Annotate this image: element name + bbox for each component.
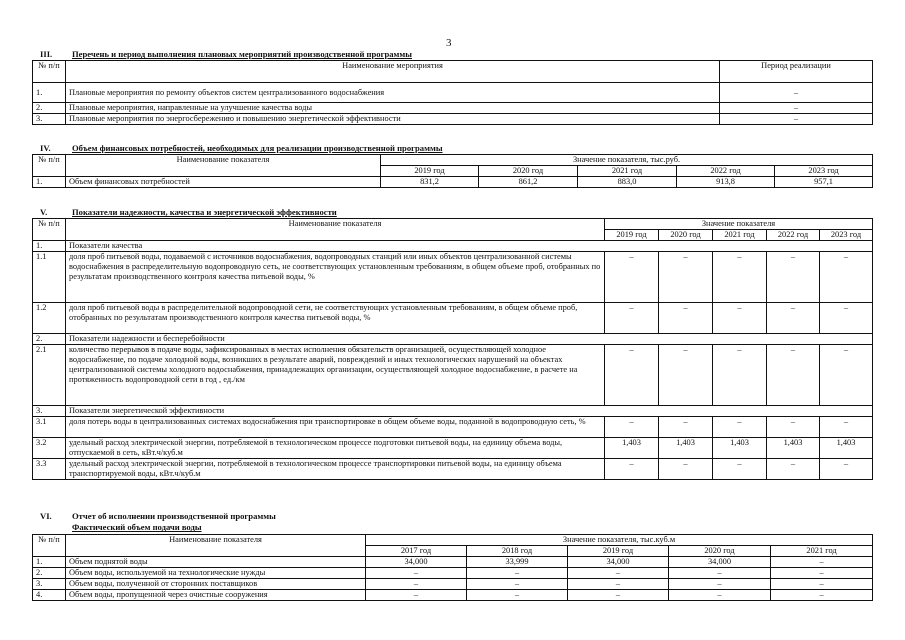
- table-row: [33, 114, 873, 125]
- table-row: [33, 579, 873, 590]
- table-row: [33, 83, 873, 103]
- value-cell: –: [713, 252, 767, 303]
- value-cell: 913,8: [677, 177, 775, 188]
- value-cell: –: [605, 345, 659, 406]
- value-cell: –: [771, 568, 873, 579]
- row-name: Объем воды, полученной от сторонних поставщиков: [66, 579, 366, 590]
- table-row: [33, 103, 873, 114]
- year-header: 2018 год: [467, 546, 568, 557]
- value-cell: –: [568, 579, 669, 590]
- value-cell: –: [771, 579, 873, 590]
- table-row: [33, 557, 873, 568]
- row-name: Объем поднятой воды: [66, 557, 366, 568]
- group-row: [33, 241, 873, 252]
- value-cell: –: [605, 252, 659, 303]
- row-no: 1.1: [33, 252, 66, 303]
- value-cell: –: [605, 303, 659, 334]
- value-cell: –: [767, 252, 820, 303]
- year-header: 2019 год: [605, 230, 659, 241]
- row-name: доля проб питьевой воды, подаваемой с источников водоснабжения, водопроводных станций или иных объектов централизованной системы водоснабжения в распределительную водопроводную сеть, не соответствующих установленным требованиям, в общем объеме проб, отобранных по результатам производственного контроля качества питьевой воды, %: [66, 252, 605, 303]
- planned-measures-table: [32, 60, 873, 125]
- table-row: [33, 568, 873, 579]
- table-row: [33, 345, 873, 406]
- row-name: Объем воды, пропущенной через очистные сооружения: [66, 590, 366, 601]
- value-cell: –: [771, 590, 873, 601]
- value-cell: –: [713, 417, 767, 438]
- value-cell: –: [605, 417, 659, 438]
- col-header-measure: Наименование мероприятия: [66, 61, 720, 83]
- value-cell: 957,1: [775, 177, 873, 188]
- value-cell: –: [767, 459, 820, 480]
- value-cell: –: [713, 345, 767, 406]
- financial-needs-table: [32, 154, 873, 188]
- value-cell: –: [366, 590, 467, 601]
- col-header-indicator: Наименование показателя: [66, 535, 366, 557]
- value-cell: 34,000: [568, 557, 669, 568]
- section-5-number: V.: [40, 207, 48, 217]
- row-period: –: [720, 83, 873, 103]
- section-6-subtitle: [72, 522, 202, 532]
- row-no: 3.1: [33, 417, 66, 438]
- table-row: [33, 590, 873, 601]
- col-header-period: Период реализации: [720, 61, 873, 83]
- row-no: 2.: [33, 334, 66, 345]
- value-cell: –: [568, 568, 669, 579]
- col-header-indicator: Наименование показателя: [66, 219, 605, 241]
- value-cell: –: [767, 417, 820, 438]
- section-6-subtitle-text: Фактический объем подачи воды: [72, 522, 202, 532]
- water-supply-report-table: [32, 534, 873, 601]
- row-no: 1.: [33, 83, 66, 103]
- value-cell: 861,2: [479, 177, 578, 188]
- col-header-indicator: Наименование показателя: [66, 155, 381, 177]
- section-5-title: Показатели надежности, качества и энергетической эффективности: [72, 207, 337, 217]
- value-cell: 1,403: [713, 438, 767, 459]
- col-header-no: № п/п: [33, 155, 66, 177]
- row-no: 2.: [33, 103, 66, 114]
- value-cell: –: [659, 345, 713, 406]
- row-no: 1.: [33, 177, 66, 188]
- year-header: 2021 год: [578, 166, 677, 177]
- row-name: количество перерывов в подаче воды, зафиксированных в местах исполнения обязательств организацией, осуществляющей холодное водоснабжение, по подаче холодной воды, возникших в результате аварий, повреждений и иных технологических нарушений на объектах централизованной системы холодного водоснабжения, принадлежащих организации, осуществляющей холодное водоснабжение, в расчете на протяженность водопроводной сети в год , ед./км: [66, 345, 605, 406]
- row-no: 1.2: [33, 303, 66, 334]
- row-name: Плановые мероприятия, направленные на улучшение качества воды: [66, 103, 720, 114]
- section-3-heading: [40, 49, 412, 59]
- section-4-heading: [40, 143, 443, 153]
- value-cell: –: [820, 252, 873, 303]
- value-cell: –: [820, 303, 873, 334]
- value-cell: –: [467, 579, 568, 590]
- row-no: 4.: [33, 590, 66, 601]
- group-title: Показатели надежности и бесперебойности: [66, 334, 873, 345]
- col-header-no: № п/п: [33, 61, 66, 83]
- section-3-number: III.: [40, 49, 53, 59]
- row-no: 2.1: [33, 345, 66, 406]
- row-no: 3.: [33, 579, 66, 590]
- row-name: Плановые мероприятия по энергосбережению и повышению энергетической эффективности: [66, 114, 720, 125]
- value-cell: 1,403: [767, 438, 820, 459]
- year-header: 2020 год: [659, 230, 713, 241]
- col-header-value: Значение показателя, тыс.руб.: [381, 155, 873, 166]
- row-name: удельный расход электрической энергии, потребляемой в технологическом процессе подготовки питьевой воды, на единицу объема воды, отпускаемой в сеть, кВт.ч/куб.м: [66, 438, 605, 459]
- row-no: 3.2: [33, 438, 66, 459]
- col-header-no: № п/п: [33, 219, 66, 241]
- year-header: 2021 год: [771, 546, 873, 557]
- year-header: 2023 год: [775, 166, 873, 177]
- table-row: [33, 438, 873, 459]
- value-cell: –: [659, 459, 713, 480]
- row-no: 2.: [33, 568, 66, 579]
- value-cell: 34,000: [669, 557, 771, 568]
- value-cell: –: [605, 459, 659, 480]
- section-6-heading: [40, 511, 276, 521]
- value-cell: –: [669, 579, 771, 590]
- value-cell: –: [669, 590, 771, 601]
- row-no: 1.: [33, 241, 66, 252]
- year-header: 2022 год: [767, 230, 820, 241]
- col-header-value: Значение показателя: [605, 219, 873, 230]
- section-6-number: VI.: [40, 511, 52, 521]
- value-cell: –: [366, 579, 467, 590]
- year-header: 2019 год: [381, 166, 479, 177]
- row-name: Объем финансовых потребностей: [66, 177, 381, 188]
- table-row: [33, 252, 873, 303]
- table-row: [33, 303, 873, 334]
- table-row: [33, 459, 873, 480]
- value-cell: –: [820, 459, 873, 480]
- row-period: –: [720, 114, 873, 125]
- year-header: 2021 год: [713, 230, 767, 241]
- value-cell: –: [767, 303, 820, 334]
- year-header: 2019 год: [568, 546, 669, 557]
- value-cell: 883,0: [578, 177, 677, 188]
- year-header: 2020 год: [479, 166, 578, 177]
- col-header-no: № п/п: [33, 535, 66, 557]
- row-no: 3.: [33, 114, 66, 125]
- row-name: Плановые мероприятия по ремонту объектов систем централизованного водоснабжения: [66, 83, 720, 103]
- group-title: Показатели энергетической эффективности: [66, 406, 873, 417]
- row-no: 3.3: [33, 459, 66, 480]
- value-cell: –: [713, 459, 767, 480]
- value-cell: –: [767, 345, 820, 406]
- table-row: [33, 417, 873, 438]
- page-number: 3: [446, 37, 452, 49]
- col-header-value: Значение показателя, тыс.куб.м: [366, 535, 873, 546]
- year-header: 2017 год: [366, 546, 467, 557]
- section-4-number: IV.: [40, 143, 51, 153]
- value-cell: –: [467, 590, 568, 601]
- value-cell: 1,403: [605, 438, 659, 459]
- value-cell: –: [820, 345, 873, 406]
- value-cell: 33,999: [467, 557, 568, 568]
- group-row: [33, 406, 873, 417]
- section-4-title: Объем финансовых потребностей, необходимых для реализации производственной программы: [72, 143, 443, 153]
- row-no: 1.: [33, 557, 66, 568]
- group-row: [33, 334, 873, 345]
- value-cell: 831,2: [381, 177, 479, 188]
- table-row: [33, 177, 873, 188]
- year-header: 2022 год: [677, 166, 775, 177]
- year-header: 2020 год: [669, 546, 771, 557]
- row-name: Объем воды, используемой на технологические нужды: [66, 568, 366, 579]
- year-header: 2023 год: [820, 230, 873, 241]
- row-name: доля проб питьевой воды в распределительной водопроводной сети, не соответствующих установленным требованиям, в общем объеме проб, отобранных по результатам производственного контроля качества питьевой воды, %: [66, 303, 605, 334]
- section-5-heading: [40, 207, 337, 217]
- group-title: Показатели качества: [66, 241, 873, 252]
- row-no: 3.: [33, 406, 66, 417]
- value-cell: –: [820, 417, 873, 438]
- value-cell: –: [568, 590, 669, 601]
- value-cell: 34,000: [366, 557, 467, 568]
- value-cell: –: [771, 557, 873, 568]
- value-cell: 1,403: [820, 438, 873, 459]
- reliability-indicators-table: [32, 218, 873, 480]
- row-period: –: [720, 103, 873, 114]
- value-cell: 1,403: [659, 438, 713, 459]
- value-cell: –: [669, 568, 771, 579]
- section-3-title: Перечень и период выполнения плановых мероприятий производственной программы: [72, 49, 412, 59]
- value-cell: –: [366, 568, 467, 579]
- value-cell: –: [659, 303, 713, 334]
- value-cell: –: [467, 568, 568, 579]
- row-name: доля потерь воды в централизованных системах водоснабжения при транспортировке в общем объеме воды, поданной в водопроводную сеть, %: [66, 417, 605, 438]
- row-name: удельный расход электрической энергии, потребляемой в технологическом процессе транспортировки питьевой воды, на единицу объема транспортируемой воды, кВт.ч/куб.м: [66, 459, 605, 480]
- value-cell: –: [713, 303, 767, 334]
- value-cell: –: [659, 417, 713, 438]
- section-6-title: Отчет об исполнении производственной программы: [72, 511, 276, 521]
- value-cell: –: [659, 252, 713, 303]
